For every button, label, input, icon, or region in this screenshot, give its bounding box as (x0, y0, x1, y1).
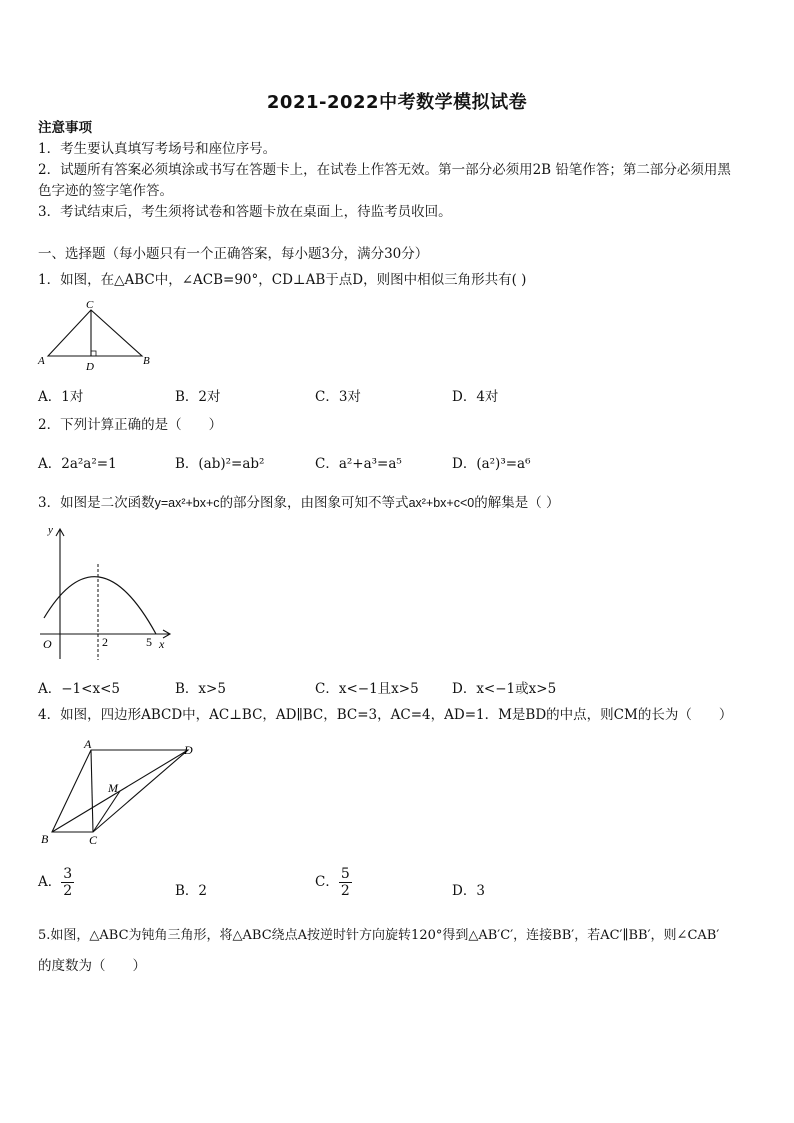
q3-stem-pre: 3．如图是二次函数 (38, 495, 155, 511)
q3-stem-eq2: ax²+bx+c<0 (408, 496, 475, 510)
q3-option-a[interactable]: A．−1<x<5 (38, 681, 120, 697)
q3-stem-eq1: y=ax²+bx+c (154, 496, 220, 510)
notice-item-1: 1．考生要认真填写考场号和座位序号。 (38, 141, 277, 157)
page-title: 2021-2022中考数学模拟试卷 (266, 92, 528, 113)
q3-stem (38, 493, 560, 513)
q3-label-y: y (48, 524, 53, 536)
q4-label-d: D (184, 743, 193, 757)
q4-label-m: M (108, 781, 118, 795)
q1-triangle-figure (34, 298, 159, 373)
notice-item-2: 2．试题所有答案必须填涂或书写在答题卡上，在试卷上作答无效。第一部分必须用2B 铅笔作答；第二部分必须用黑 (38, 162, 731, 178)
q3-tick-5: 5 (146, 635, 152, 649)
q4-label-a: A (84, 737, 92, 751)
q4-option-c-denominator: 2 (340, 883, 350, 899)
q2-stem: 2．下列计算正确的是（ ） (38, 417, 223, 433)
q4-option-c-numerator: 5 (340, 866, 350, 882)
q1-label-a: A (38, 355, 45, 367)
q4-quadrilateral-figure (36, 736, 206, 848)
q4-option-d[interactable]: D．3 (452, 883, 485, 899)
q1-option-c[interactable]: C．3对 (315, 389, 361, 405)
q1-option-a[interactable]: A．1对 (38, 389, 84, 405)
q4-option-b[interactable]: B．2 (175, 883, 208, 899)
q4-option-a-fraction (61, 866, 74, 899)
q4-option-c-label: C． (315, 874, 339, 890)
q1-label-d: D (86, 361, 94, 373)
q4-option-a-numerator: 3 (63, 866, 73, 882)
q4-label-c: C (89, 833, 98, 847)
q3-parabola-figure (36, 524, 176, 664)
q3-stem-mid: 的部分图象，由图象可知不等式 (219, 495, 409, 511)
q1-label-c: C (86, 299, 94, 311)
q3-option-d[interactable]: D．x<−1或x>5 (452, 681, 557, 697)
q3-label-o: O (43, 637, 52, 651)
q1-label-b: B (143, 355, 150, 367)
q4-label-b: B (41, 832, 49, 846)
q2-option-b[interactable]: B．(ab)²=ab² (175, 456, 265, 472)
q1-stem: 1．如图，在△ABC中，∠ACB=90°，CD⊥AB于点D，则图中相似三角形共有( ) (38, 272, 527, 288)
q4-option-a-denominator: 2 (63, 883, 73, 899)
q3-label-x: x (159, 637, 165, 651)
q4-option-c-fraction (339, 866, 352, 899)
q4-option-c[interactable] (315, 866, 352, 899)
q4-option-a[interactable] (38, 866, 74, 899)
notice-heading: 注意事项 (38, 120, 92, 136)
q3-option-c[interactable]: C．x<−1且x>5 (315, 681, 419, 697)
q3-stem-post: 的解集是（ ） (474, 495, 560, 511)
q4-stem: 4．如图，四边形ABCD中，AC⊥BC，AD∥BC，BC=3，AC=4，AD=1．M是BD的中点，则CM的长为（ ） (38, 707, 733, 723)
q2-option-a[interactable]: A．2a²a²=1 (38, 456, 117, 472)
q1-option-b[interactable]: B．2对 (175, 389, 221, 405)
section-heading: 一、选择题（每小题只有一个正确答案，每小题3分，满分30分） (38, 246, 429, 262)
q4-option-a-label: A． (38, 874, 62, 890)
notice-item-3: 3．考试结束后，考生须将试卷和答题卡放在桌面上，待监考员收回。 (38, 204, 452, 220)
q3-tick-2: 2 (102, 635, 108, 649)
q2-option-c[interactable]: C．a²+a³=a⁵ (315, 456, 402, 472)
notice-item-2-cont: 色字迹的签字笔作答。 (38, 183, 173, 199)
q1-option-d[interactable]: D．4对 (452, 389, 499, 405)
q3-option-b[interactable]: B．x>5 (175, 681, 226, 697)
q2-option-d[interactable]: D．(a²)³=a⁶ (452, 456, 531, 472)
q5-stem-line1: 5.如图，△ABC为钝角三角形，将△ABC绕点A按逆时针方向旋转120°得到△AB′C′，连接BB′，若AC′∥BB′，则∠CAB′ (38, 928, 720, 943)
q5-stem-line2: 的度数为（ ） (38, 958, 146, 974)
